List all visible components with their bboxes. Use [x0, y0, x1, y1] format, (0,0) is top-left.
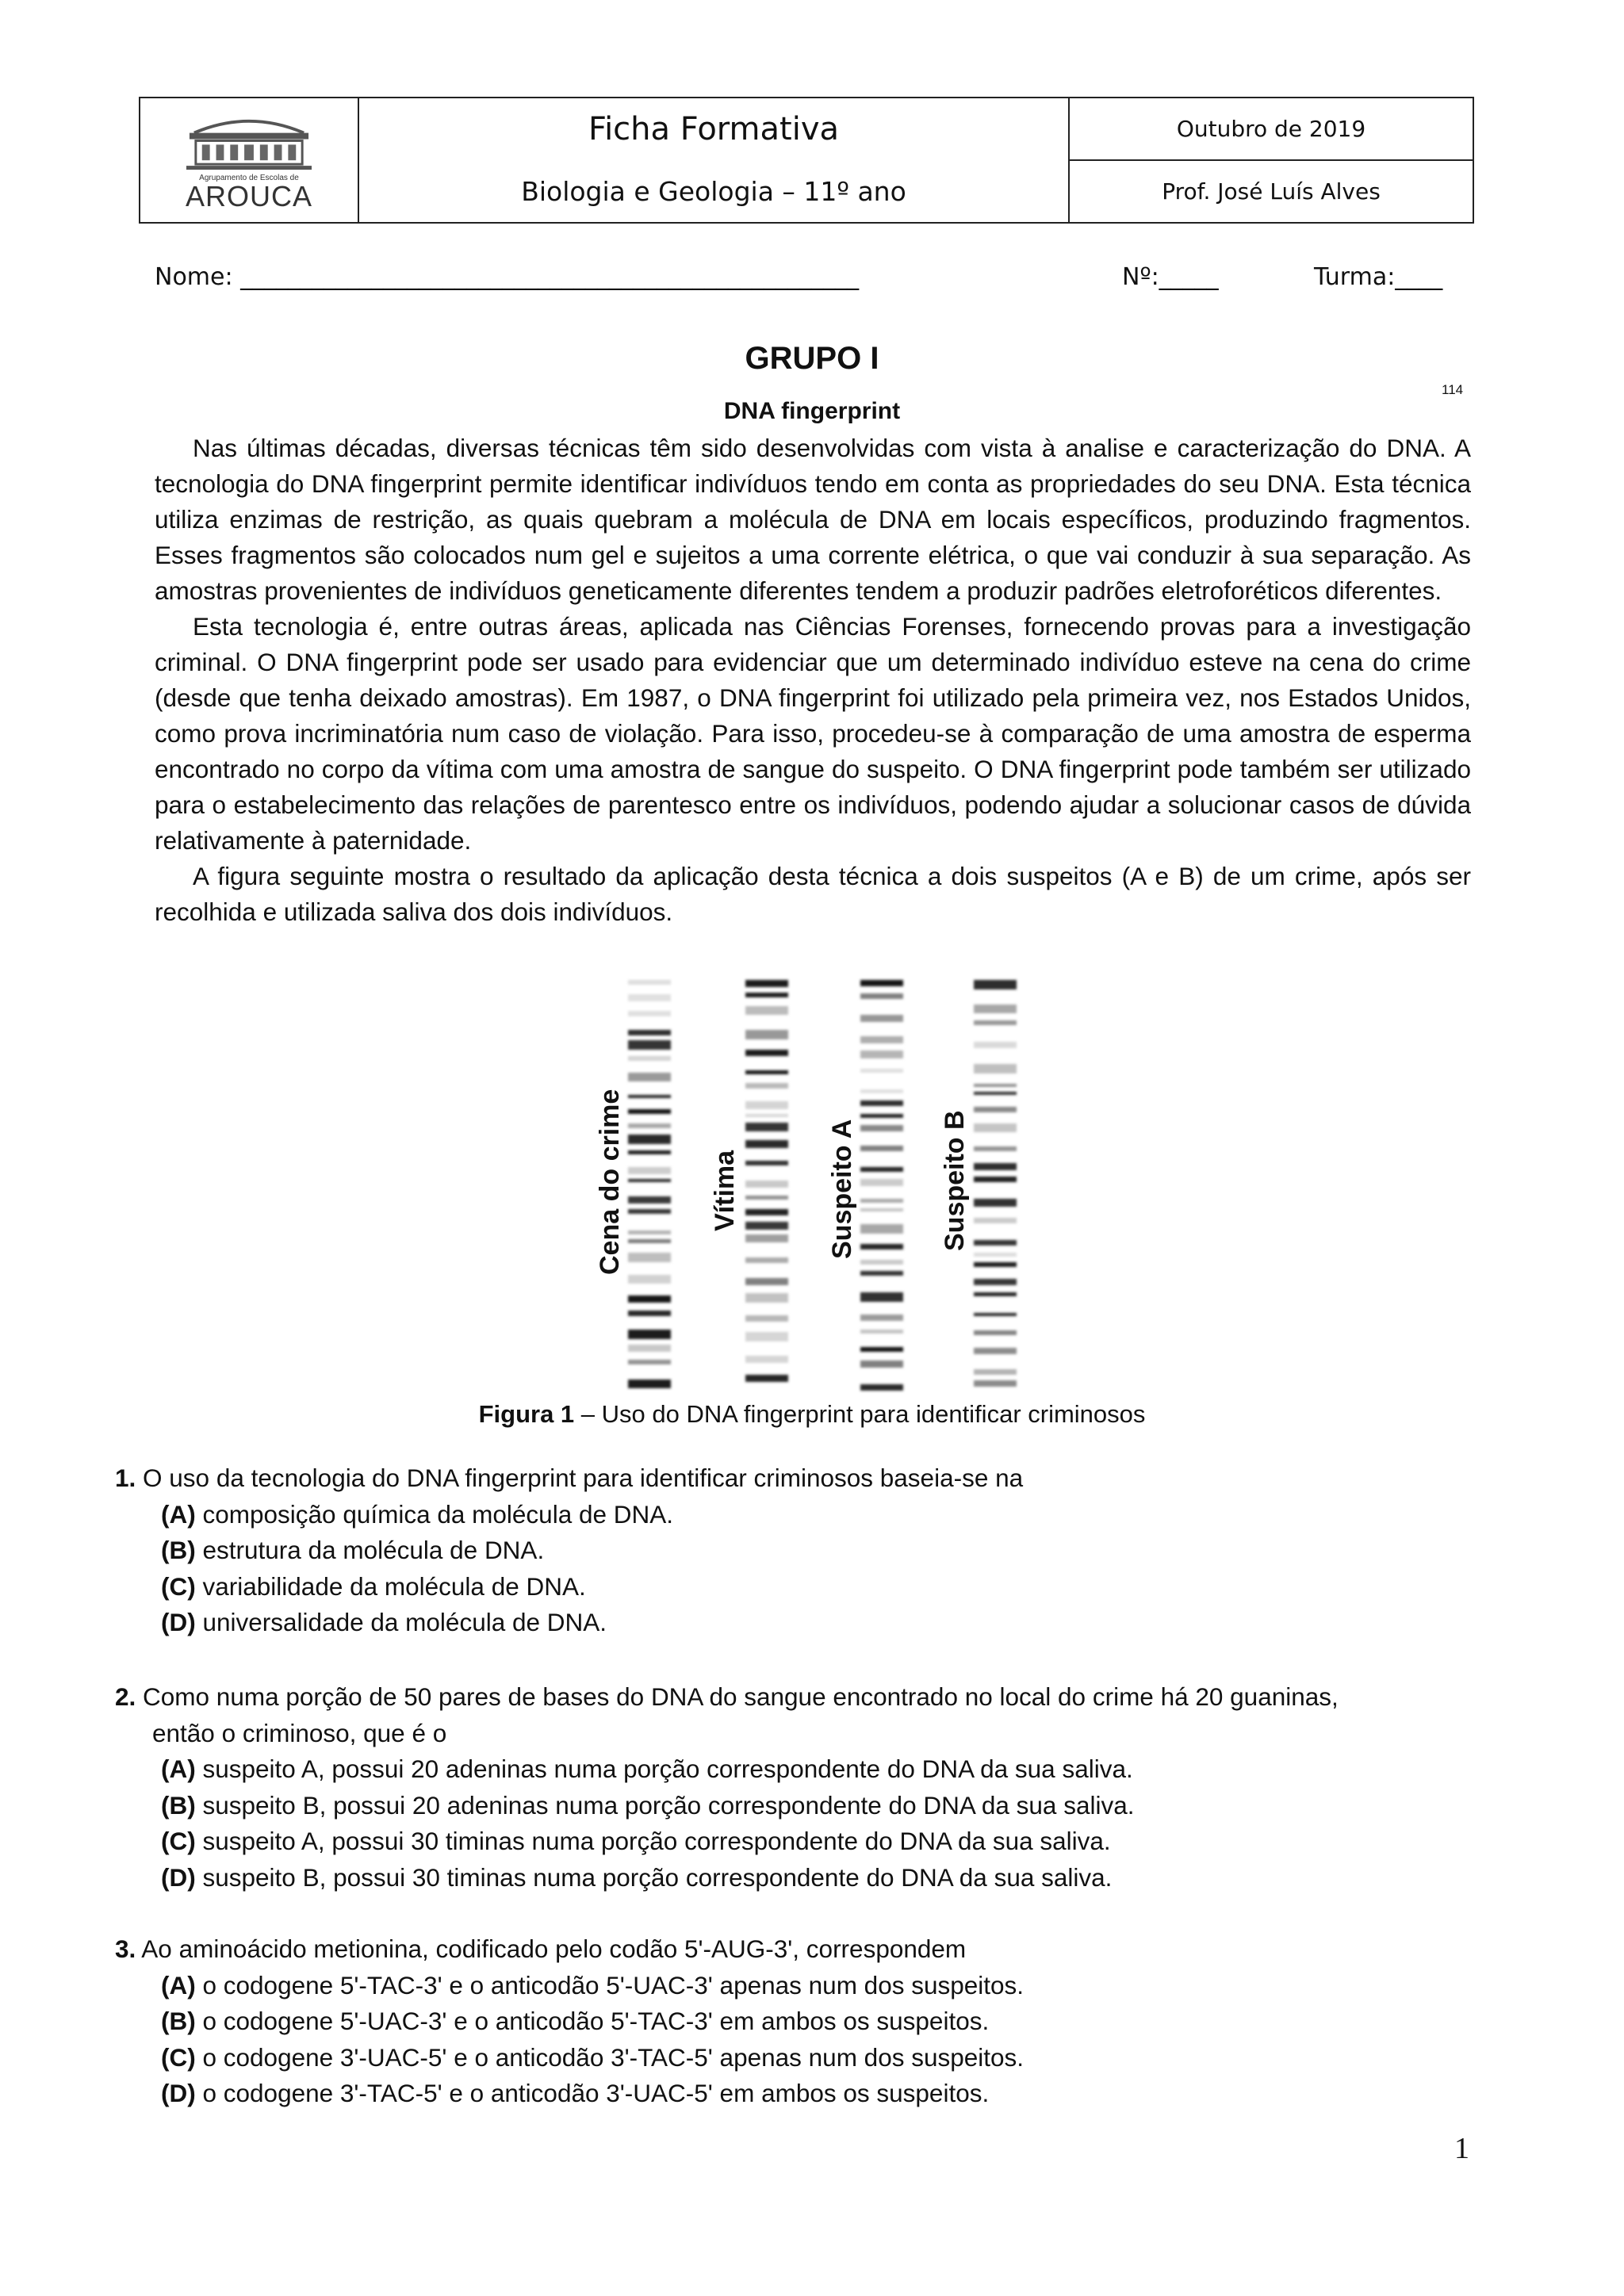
option-a[interactable] — [161, 1497, 1479, 1533]
gel-band — [745, 993, 788, 997]
option-d[interactable] — [161, 2076, 1479, 2112]
gel-band — [860, 1146, 903, 1151]
gel-band — [745, 1257, 788, 1263]
header-info-cell — [1070, 98, 1473, 222]
figure-caption-label: Figura 1 — [478, 1400, 575, 1428]
gel-band — [745, 1315, 788, 1322]
student-info-line — [155, 263, 1463, 298]
question-number: 3. — [115, 1934, 136, 1963]
gel-band — [628, 1209, 671, 1214]
gel-band — [628, 1179, 671, 1182]
gel-band — [974, 1177, 1017, 1182]
gel-band — [628, 1167, 671, 1174]
gel-band — [974, 980, 1017, 989]
dna-fingerprint-figure — [587, 974, 1039, 1394]
option-letter: (D) — [161, 1608, 196, 1636]
gel-band — [860, 1384, 903, 1391]
gel-band — [974, 1369, 1017, 1375]
gel-band — [974, 1020, 1017, 1025]
gel-band — [745, 1114, 788, 1117]
gel-band — [745, 1356, 788, 1363]
option-text: estrutura da molécula de DNA. — [195, 1536, 545, 1564]
gel-band — [974, 1218, 1017, 1223]
option-a[interactable] — [161, 1968, 1479, 2004]
gel-band — [974, 1292, 1017, 1296]
option-b[interactable] — [161, 1788, 1479, 1824]
gel-band — [860, 1100, 903, 1106]
gel-band — [628, 1253, 671, 1262]
gel-band — [860, 1089, 903, 1093]
teacher-label: Prof. José Luís Alves — [1162, 178, 1381, 205]
paragraph-2: Esta tecnologia é, entre outras áreas, aplicada nas Ciências Forenses, fornecendo provas para a investigação criminal. O DNA fingerprint pode ser usado para evidenciar que um determinado indivíduo esteve na cena do crime (desde que tenha deixado amostras). Em 1987, o DNA fingerprint foi utilizado pela primeira vez, nos Estados Unidos, como prova incriminatória num caso de violação. Para isso, procedeu-se à comparação de uma amostra de esperma encontrado no corpo da vítima com uma amostra de sangue do suspeito. O DNA fingerprint pode também ser utilizado para o estabelecimento das relações de parentesco entre os indivíduos, podendo ajudar a solucionar casos de dúvida relativamente à paternidade. — [155, 612, 1471, 855]
gel-band — [745, 1332, 788, 1341]
question-stem: Ao aminoácido metionina, codificado pelo codão 5'-AUG-3', correspondem — [136, 1934, 967, 1963]
gel-band — [628, 1040, 671, 1050]
option-letter: (A) — [161, 1970, 196, 1999]
gel-band — [745, 1140, 788, 1148]
gel-band — [860, 1224, 903, 1234]
option-letter: (C) — [161, 1571, 196, 1601]
school-building-icon — [178, 109, 320, 172]
gel-band — [745, 1030, 788, 1039]
lane-label-suspect-b: Suspeito B — [940, 1110, 970, 1251]
option-a[interactable] — [161, 1751, 1479, 1788]
option-text: o codogene 5'-UAC-3' e o anticodão 5'-TAC-3' em ambos os suspeitos. — [195, 2007, 990, 2035]
option-text: suspeito A, possui 30 timinas numa porção correspondente do DNA da sua saliva. — [195, 1827, 1111, 1855]
page-number: 1 — [1454, 2132, 1469, 2165]
gel-band — [745, 1234, 788, 1242]
gel-band — [974, 1092, 1017, 1095]
gel-band — [628, 980, 671, 985]
gel-band — [974, 1123, 1017, 1132]
question-2 — [115, 1679, 1479, 1896]
option-c[interactable] — [161, 1569, 1479, 1605]
name-field[interactable]: Nome: ____________________________________________________ — [155, 263, 860, 291]
intro-text — [155, 430, 1471, 930]
option-letter: (D) — [161, 1862, 196, 1892]
question-3 — [115, 1931, 1479, 2112]
option-c[interactable] — [161, 1823, 1479, 1860]
gel-band — [860, 1208, 903, 1211]
paragraph-3: A figura seguinte mostra o resultado da aplicação desta técnica a dois suspeitos (A e B) de um crime, após ser recolhida e utilizada saliva dos dois indivíduos. — [155, 862, 1471, 926]
figure-caption — [0, 1400, 1624, 1429]
gel-band — [745, 1161, 788, 1165]
gel-band — [745, 980, 788, 987]
option-text: variabilidade da molécula de DNA. — [195, 1571, 586, 1601]
option-text: o codogene 3'-UAC-5' e o anticodão 3'-TAC-5' apenas num dos suspeitos. — [195, 2042, 1025, 2072]
logo-subtext: Agrupamento de Escolas de — [199, 174, 299, 182]
gel-band — [628, 1230, 671, 1234]
option-text: universalidade da molécula de DNA. — [195, 1608, 607, 1636]
gel-band — [745, 1006, 788, 1015]
lane-label-suspect-a: Suspeito A — [827, 1119, 857, 1259]
gel-band — [974, 1253, 1017, 1257]
header-title-cell — [359, 98, 1070, 222]
option-text: o codogene 5'-TAC-3' e o anticodão 5'-UAC-3' apenas num dos suspeitos. — [195, 1970, 1025, 1999]
gel-band — [860, 1167, 903, 1172]
option-text: composição química da molécula de DNA. — [195, 1499, 674, 1529]
date-label: Outubro de 2019 — [1176, 116, 1366, 142]
gel-band — [974, 1279, 1017, 1285]
class-field[interactable]: Turma:____ — [1314, 263, 1443, 291]
gel-band — [974, 1107, 1017, 1112]
gel-band — [974, 1163, 1017, 1170]
gel-band — [745, 1070, 788, 1074]
gel-band — [628, 1030, 671, 1035]
gel-band — [860, 1314, 903, 1321]
gel-band — [974, 1064, 1017, 1073]
gel-band — [628, 1275, 671, 1284]
gel-band — [745, 1222, 788, 1230]
gel-band — [745, 1196, 788, 1200]
gel-band — [628, 994, 671, 1001]
gel-band — [745, 1375, 788, 1382]
gel-band — [745, 1293, 788, 1303]
option-text: o codogene 3'-TAC-5' e o anticodão 3'-UAC-5' em ambos os suspeitos. — [195, 2079, 990, 2107]
gel-band — [628, 1196, 671, 1203]
gel-band — [860, 1125, 903, 1131]
gel-band — [974, 1380, 1017, 1387]
question-1 — [115, 1460, 1479, 1641]
question-stem: Como numa porção de 50 pares de bases do DNA do sangue encontrado no local do crime há 20 guaninas, — [136, 1682, 1339, 1711]
question-number: 1. — [115, 1464, 136, 1492]
lane-label-victim: Vítima — [710, 1150, 740, 1231]
gel-band — [628, 1056, 671, 1061]
paragraph-1: Nas últimas décadas, diversas técnicas têm sido desenvolvidas com vista à analise e caracterização do DNA. A tecnologia do DNA fingerprint permite identificar indivíduos tendo em conta as propriedades do seu DNA. Esta técnica utiliza enzimas de restrição, as quais quebram a molécula de DNA em locais específicos, produzindo fragmentos. Esses fragmentos são colocados num gel e sujeitos a uma corrente elétrica, o que vai conduzir à sua separação. As amostras provenientes de indivíduos geneticamente diferentes tendem a produzir padrões eletroforéticos diferentes. — [155, 434, 1471, 605]
gel-band — [974, 1262, 1017, 1267]
subject-line: Biologia e Geologia – 11º ano — [521, 175, 906, 207]
gel-band — [745, 1278, 788, 1285]
gel-band — [628, 1360, 671, 1364]
gel-band — [860, 1036, 903, 1043]
gel-band — [860, 993, 903, 999]
gel-band — [745, 1123, 788, 1131]
gel-band — [745, 1083, 788, 1089]
gel-band — [860, 1330, 903, 1334]
option-b[interactable] — [161, 1533, 1479, 1569]
gel-band — [860, 1179, 903, 1186]
gel-band — [628, 1135, 671, 1144]
option-letter: (B) — [161, 1536, 196, 1564]
gel-band — [974, 1240, 1017, 1246]
question-number: 2. — [115, 1682, 136, 1711]
gel-band — [628, 1123, 671, 1128]
option-letter: (A) — [161, 1755, 196, 1783]
gel-band — [745, 1209, 788, 1215]
gel-band — [628, 1345, 671, 1352]
worksheet-title: Ficha Formativa — [588, 111, 840, 147]
number-field[interactable]: Nº:_____ — [1122, 263, 1219, 291]
option-text: suspeito A, possui 20 adeninas numa porção correspondente do DNA da sua saliva. — [195, 1755, 1133, 1783]
gel-band — [860, 1114, 903, 1118]
gel-band — [974, 1146, 1017, 1151]
gel-band — [860, 1360, 903, 1368]
school-logo — [174, 109, 324, 211]
option-letter: (A) — [161, 1499, 196, 1529]
gel-band — [974, 1313, 1017, 1316]
gel-band — [628, 1073, 671, 1081]
gel-band — [628, 1295, 671, 1303]
question-stem: O uso da tecnologia do DNA fingerprint para identificar criminosos baseia-se na — [136, 1464, 1024, 1492]
option-letter: (D) — [161, 2079, 196, 2107]
option-d[interactable] — [161, 1605, 1479, 1641]
option-text: suspeito B, possui 20 adeninas numa porção correspondente do DNA da sua saliva. — [195, 1790, 1135, 1820]
gel-band — [860, 1050, 903, 1058]
gel-band — [974, 1084, 1017, 1087]
gel-band — [974, 1348, 1017, 1354]
option-letter: (B) — [161, 1790, 196, 1820]
gel-band — [860, 1015, 903, 1022]
gel-band — [860, 1292, 903, 1302]
gel-band — [628, 1150, 671, 1154]
gel-band — [860, 1347, 903, 1352]
gel-band — [860, 1199, 903, 1203]
option-c[interactable] — [161, 2040, 1479, 2076]
gel-band — [745, 1101, 788, 1109]
gel-band — [860, 1271, 903, 1276]
gel-band — [860, 1069, 903, 1073]
option-d[interactable] — [161, 1860, 1479, 1896]
gel-band — [974, 1004, 1017, 1013]
gel-band — [628, 1330, 671, 1339]
option-letter: (B) — [161, 2007, 196, 2035]
gel-band — [745, 1181, 788, 1188]
option-b[interactable] — [161, 2003, 1479, 2040]
gel-band — [860, 1244, 903, 1249]
option-letter: (C) — [161, 2042, 196, 2072]
gel-band — [628, 1239, 671, 1243]
gel-band — [628, 1380, 671, 1388]
option-text: suspeito B, possui 30 timinas numa porção correspondente do DNA da sua saliva. — [195, 1862, 1113, 1892]
logo-text: AROUCA — [185, 180, 313, 212]
gel-band — [860, 980, 903, 986]
gel-band — [974, 1199, 1017, 1207]
gel-band — [974, 1042, 1017, 1048]
gel-band — [974, 1330, 1017, 1335]
gel-band — [860, 1260, 903, 1265]
gel-band — [628, 1095, 671, 1098]
gel-band — [628, 1311, 671, 1316]
gel-band — [628, 1011, 671, 1016]
school-logo-cell — [140, 98, 359, 222]
corner-number: 114 — [1442, 382, 1464, 397]
option-letter: (C) — [161, 1827, 196, 1855]
lane-label-crime-scene: Cena do crime — [595, 1089, 625, 1275]
gel-band — [628, 1109, 671, 1114]
section-subtitle: DNA fingerprint — [723, 398, 901, 424]
figure-caption-text: – Uso do DNA fingerprint para identificar criminosos — [574, 1400, 1146, 1428]
section-title: GRUPO I — [745, 341, 879, 376]
gel-band — [745, 1050, 788, 1056]
header-table — [139, 97, 1474, 224]
question-stem-continued: então o criminoso, que é o — [152, 1718, 447, 1747]
